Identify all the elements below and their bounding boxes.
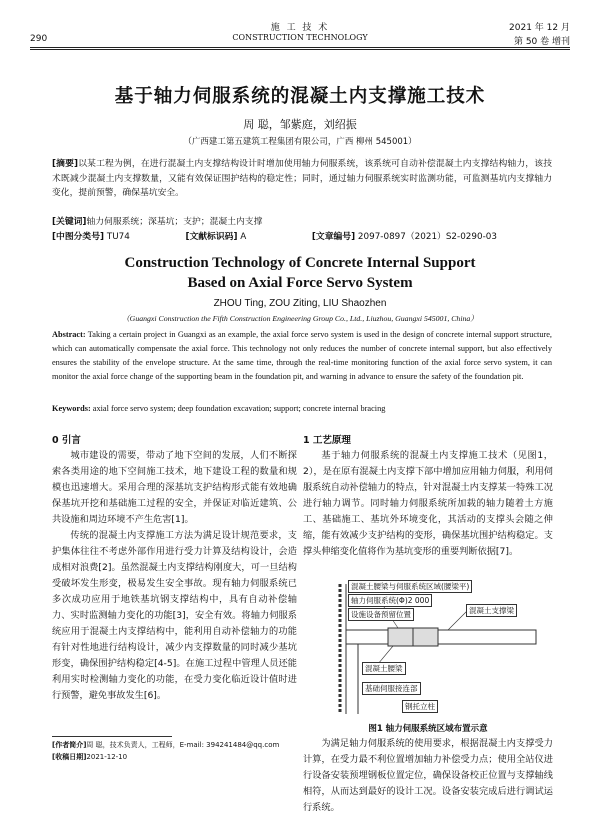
section0-paragraph2: 传统的混凝土内支撑施工方法为满足设计规范要求，支护集体往往不考虑外部作用进行受力计算及结构设计，会造成相对浪费[2]。虽然混凝土内支撑结构刚度大，可一旦结构受破坏发生形变，极易发生安全事故。现有轴力伺服系统已多次成功应用于地铁基坑钢支撑结构中，具有自动补偿轴力、实时监测轴力变化的功能[3]，安全有效。将轴力伺服系统应用于混凝土内支撑结构中，能利用自动补偿轴力的功能有针对性地进行结构设计，减少内支撑数量的同时减少基坑形变，确保围护结构稳定[4-5]。在施工过程中管理人员还能利用实时检测轴力变化的功能，在受力变化临近设计值时进行预警，避免事故发生[6]。	[52, 530, 297, 701]
title-en-line1: Construction Technology of Concrete Internal Support	[124, 255, 476, 271]
article-no-label: [文章编号]	[311, 232, 356, 242]
abstract-cn-label: [摘要]	[52, 159, 79, 169]
section0-paragraph1: 城市建设的需要，带动了地下空间的发展，人们不断探索各类用途的地下空间施工技术，地下建设工程的数量和规模也迅速增大。采用合理的深基坑支护结构形式能有效地确保基坑开挖和基础施工过程的安全，并保证对临近建筑、公共设施和周边环境不产生危害[1]。	[52, 450, 297, 525]
clc-label: [中图分类号]	[52, 232, 105, 242]
footnote-received-text: 2021-12-10	[86, 753, 128, 761]
title-en-line2: Based on Axial Force Servo System	[187, 275, 413, 291]
doc-code-value: A	[240, 232, 247, 242]
doc-code-label: [文献标识码]	[185, 232, 238, 242]
fig-leader-2	[448, 610, 468, 630]
keywords-cn	[52, 215, 552, 229]
figure1	[318, 578, 548, 720]
section1-paragraph1: 基于轴力伺服系统的混凝土内支撑施工技术（见图1，2），是在原有混凝土内支撑下部中增加应用轴力伺服，利用伺服系统自动补偿轴力的特点，针对混凝土内支撑某一特殊工况进行轴力调节。同时轴力伺服系统所加载的轴力随着土方施工、基础施工、基坑外环境变化，其活动的支撑头会随之伸缩，能有效减少支护结构的变形，确保基坑围护结构稳定。支撑头伸缩变化值将作为基坑变形的重要判断依据[7]。	[303, 450, 553, 557]
section0-heading: 0 引言	[52, 435, 81, 446]
fig-label-bracket: 钢托立柱	[402, 700, 438, 713]
footnote-received-label: [收稿日期]	[52, 753, 87, 761]
issue-date: 2021 年 12 月	[509, 23, 570, 33]
authors-cn: 周 聪，邹紫庭，刘绍振	[243, 118, 357, 131]
keywords-cn-label: [关键词]	[52, 217, 87, 227]
issue-volume: 第 50 卷 增刊	[513, 37, 570, 47]
title-en	[0, 253, 600, 293]
fig-label-support: 混凝土支撑梁	[466, 604, 517, 617]
journal-title-en: CONSTRUCTION TECHNOLOGY	[232, 33, 368, 42]
abstract-en	[52, 328, 552, 384]
keywords-en-text: axial force servo system; deep foundation excavation; support; concrete internal bracing	[92, 404, 386, 413]
fig-label-servo: 轴力伺服系统(Φ)2 000	[348, 594, 432, 607]
abstract-cn-text: 以某工程为例，在进行混凝土内支撑结构设计时增加使用轴力伺服系统，该系统可自动补偿混凝土内支撑结构轴力，该技术既减少混凝土内支撑数量，又能有效保证围护结构的稳定性；同时，通过轴力伺服系统实时监测功能，可监测基坑内支撑轴力变化，提前预警，确保基坑安全。	[52, 159, 552, 198]
fig-label-beam: 设施设备预留位置	[348, 608, 414, 621]
section1-paragraph2: 为满足轴力伺服系统的使用要求，根据混凝土内支撑受力计算，在受力最不利位置增加轴力补偿受力点；使用全站仪进行设备安装预埋钢板位置定位，确保设备校正位置与支撑轴线相符，从而达到最好的设计工况。设备安装完成后进行调试运行系统。	[303, 738, 553, 813]
page-number: 290	[30, 34, 48, 44]
abstract-en-label: Abstract:	[52, 330, 86, 339]
fig-label-waist: 混凝土腰梁	[362, 662, 406, 675]
affiliation-cn: （广西建工第五建筑工程集团有限公司，广西 柳州 545001）	[183, 137, 417, 147]
fig-label-base: 基础伺服接连部	[362, 682, 421, 695]
keywords-en	[52, 404, 552, 413]
section1-heading: 1 工艺原理	[303, 435, 351, 446]
title-cn: 基于轴力伺服系统的混凝土内支撑施工技术	[114, 86, 486, 107]
footnote-author	[52, 740, 302, 751]
figure1-caption: 图1 轴力伺服系统区域布置示意	[368, 724, 488, 734]
footnote-author-text: 周 聪，技术负责人，工程师，E-mail: 394241484@qq.com	[86, 741, 280, 749]
authors-en: ZHOU Ting, ZOU Ziting, LIU Shaozhen	[213, 298, 387, 309]
article-no-value: 2097-0897（2021）S2-0290-03	[357, 232, 497, 242]
header-rule	[30, 47, 570, 48]
journal-title-cn: 施 工 技 术	[270, 23, 330, 33]
footnote-received	[52, 752, 302, 763]
abstract-cn	[52, 157, 552, 201]
affiliation-en: （Guangxi Construction the Fifth Construction Engineering Group Co., Ltd., Liuzhou, Guangxi 545001, China）	[121, 314, 479, 323]
clc-value: TU74	[106, 232, 130, 242]
classification-line	[52, 230, 552, 244]
keywords-en-label: Keywords:	[52, 404, 91, 413]
keywords-cn-text: 轴力伺服系统；深基坑；支护；混凝土内支撑	[86, 217, 263, 227]
abstract-en-text: Taking a certain project in Guangxi as an example, the axial force servo system is used in the design of concrete internal support structure, which can automatically compensate the axial force. This technology not only reduces the number of concrete internal support, but also effectively ensures the stability of the envelope structure. At the same time, through the real-time monitoring function of the axial force servo system, it can monitor the axial force change of the supporting beam in the foundation pit, and warning in advance to ensure the safety of the foundation pit.	[52, 330, 552, 381]
fig-support-beam	[346, 630, 536, 644]
fig-label-top: 混凝土腰梁与伺服系统区域(腰梁平)	[348, 580, 472, 593]
footnote-author-label: [作者简介]	[52, 741, 87, 749]
header-rule-thin	[30, 49, 570, 50]
footnote-rule	[52, 736, 172, 737]
